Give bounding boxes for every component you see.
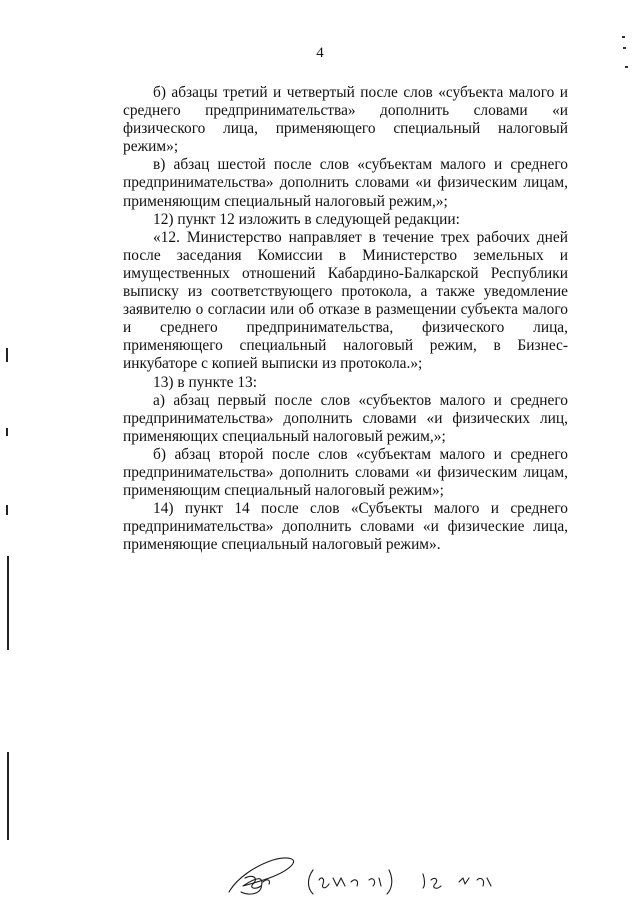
paragraph-item-13: 13) в пункте 13: — [153, 373, 257, 391]
handwritten-initials-signature — [225, 848, 525, 898]
left-scan-line — [6, 505, 8, 515]
left-scan-line — [6, 428, 8, 436]
document-body — [123, 84, 568, 554]
left-scan-line — [7, 752, 9, 840]
paragraph-v-sixth: в) абзац шестой после слов «субъектам малого и среднего предпринимательства» дополнить словами «и физическим лицам, применяющим специальный налоговый режим,»; — [123, 156, 568, 210]
corner-scan-dot — [625, 66, 628, 68]
paragraph-b-third-fourth: б) абзацы третий и четвертый после слов «субъекта малого и среднего предпринимательства» дополнить словами «и физического лица, применяющего специальный налоговый режим»; — [123, 84, 568, 156]
paragraph-item-14: 14) пункт 14 после слов «Субъекты малого и среднего предпринимательства» дополнить словами «и физические лица, применяющие специальный налоговый режим». — [123, 500, 568, 554]
left-scan-line — [7, 556, 9, 650]
corner-scan-dot — [623, 47, 626, 49]
corner-scan-dot — [622, 36, 625, 38]
page-number: 4 — [316, 45, 324, 61]
paragraph-item-12: 12) пункт 12 изложить в следующей редакции: — [153, 210, 460, 228]
paragraph-b-second: б) абзац второй после слов «субъектам малого и среднего предпринимательства» дополнить словами «и физическим лицам, применяющим специальный налоговый режим»; — [123, 445, 568, 500]
paragraph-a-first: а) абзац первый после слов «субъектов малого и среднего предпринимательства» дополнить словами «и физических лиц, применяющих специальный налоговый режим,»; — [123, 391, 568, 445]
paragraph-item-12-text: «12. Министерство направляет в течение трех рабочих дней после заседания Комиссии в Министерство земельных и имущественных отношений Кабардино-Балкарской Республики выписку из соответствующего протокола, а также уведомление заявителю о согласии или об отказе в размещении субъекта малого и среднего предпринимательства, физического лица, применяющего специальный налоговый режим, в Бизнес-инкубаторе с копией выписки из протокола.»; — [123, 228, 568, 373]
left-scan-line — [6, 348, 8, 362]
